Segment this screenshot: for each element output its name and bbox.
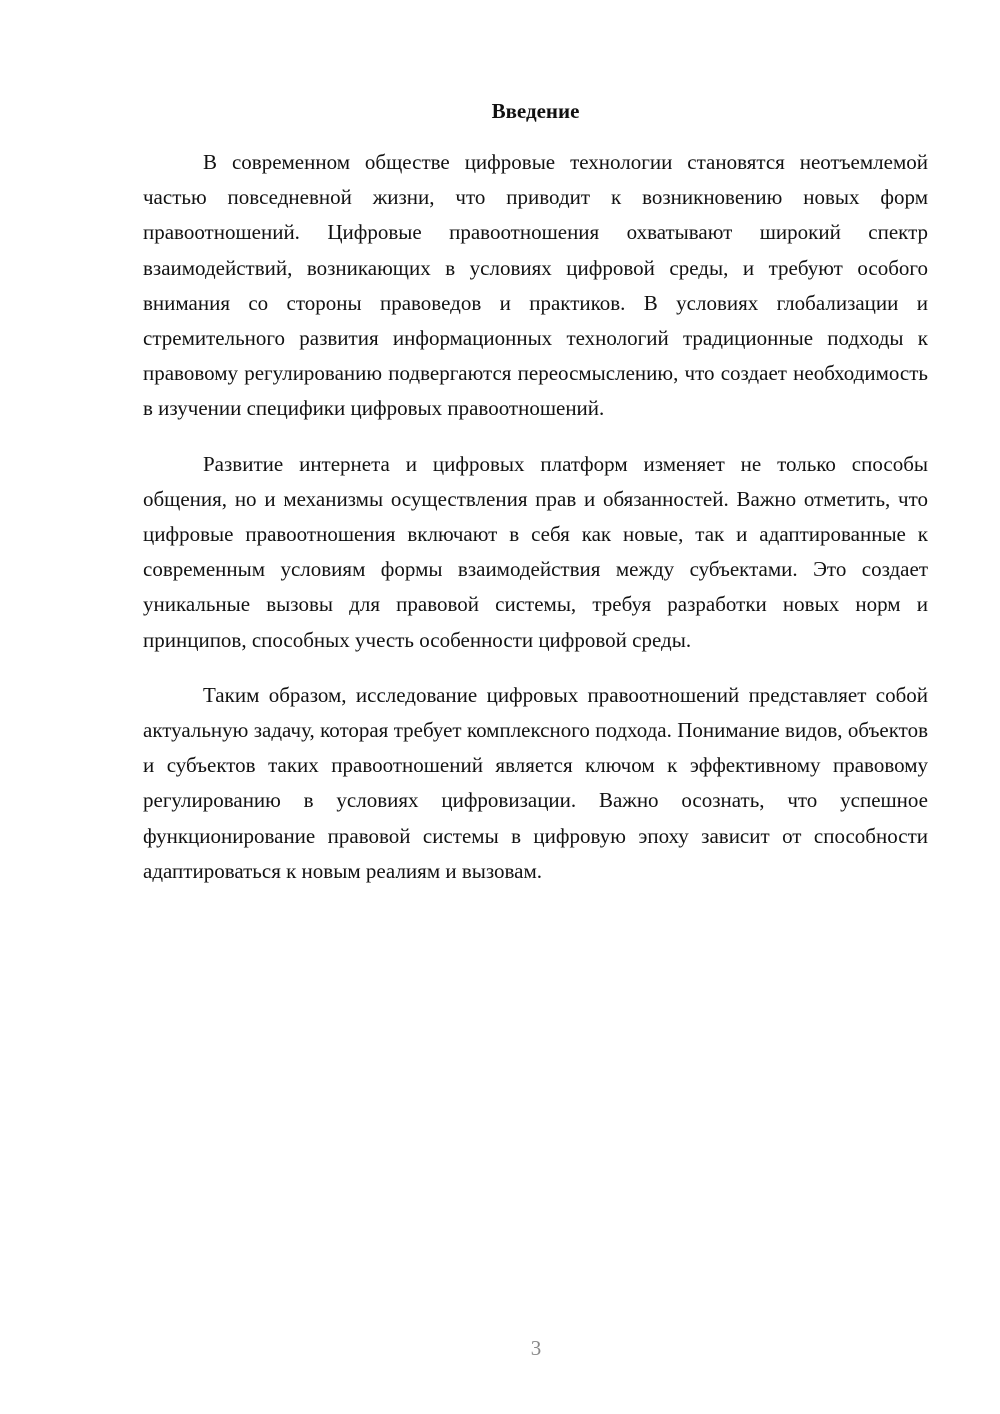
section-title: Введение	[491, 99, 580, 123]
page-number: 3	[530, 1336, 542, 1360]
page-content	[143, 93, 928, 909]
paragraph-2: Развитие интернета и цифровых платформ изменяет не только способы общения, но и механизмы осуществления прав и обязанностей. Важно отметить, что цифровые правоотношения включают в себя как новые, так и адаптированные к современным условиям формы взаимодействия между субъектами. Это создает уникальные вызовы для правовой системы, требуя разработки новых норм и принципов, способных учесть особенности цифровой среды.	[143, 451, 928, 652]
paragraph-1: В современном обществе цифровые технологии становятся неотъемлемой частью повседневной жизни, что приводит к возникновению новых форм правоотношений. Цифровые правоотношения охватывают широкий спектр взаимодействий, возникающих в условиях цифровой среды, и требуют особого внимания со стороны правоведов и практиков. В условиях глобализации и стремительного развития информационных технологий традиционные подходы к правовому регулированию подвергаются переосмыслению, что создает необходимость в изучении специфики цифровых правоотношений.	[143, 150, 928, 421]
paragraph-3: Таким образом, исследование цифровых правоотношений представляет собой актуальную задачу, которая требует комплексного подхода. Понимание видов, объектов и субъектов таких правоотношений является ключом к эффективному правовому регулированию в условиях цифровизации. Важно осознать, что успешное функционирование правовой системы в цифровую эпоху зависит от способности адаптироваться к новым реалиям и вызовам.	[143, 682, 928, 883]
